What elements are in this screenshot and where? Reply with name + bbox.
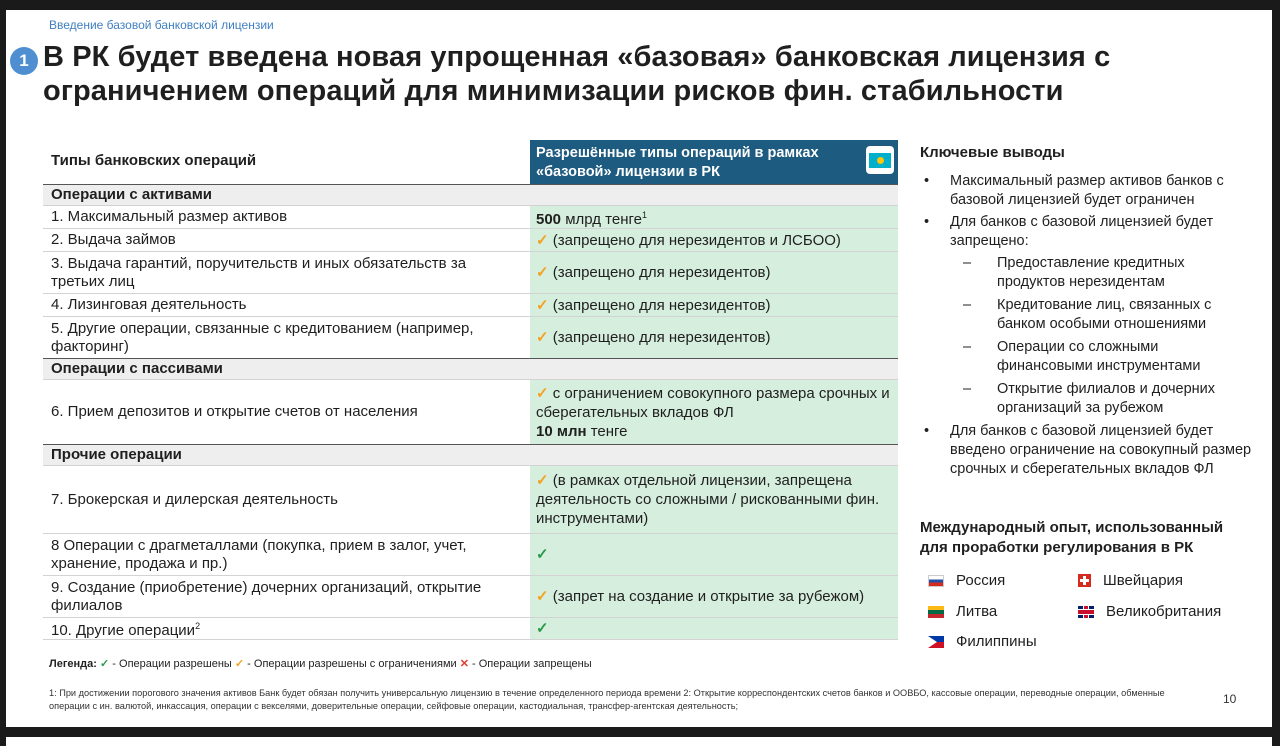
operations-table [43, 140, 898, 640]
asset-limit-unit: млрд тенге [561, 210, 642, 228]
key-finding-subbullet: – Предоставление кредитных продуктов нерезидентам [920, 254, 1255, 292]
footnote: 1: При достижении порогового значения активов Банк будет обязан получить универсальную лицензию в течение определенного периода времени 2: Открытие корреспондентских счетов банков и ООВБО, кассовые операции, переводные операции, обменные операции с ин. валютой, инкассация, операции с векселями, доверительные операции, сейфовые операции, кастодиальная, трансфер-агентская деятельность; [49, 688, 1165, 711]
operation-cell [43, 617, 530, 640]
allowed-cell [530, 618, 898, 639]
allowed-note: (запрещено для нерезидентов) [548, 264, 771, 281]
table-row [43, 205, 898, 228]
allowed-cell [530, 294, 898, 316]
section-label: Прочие операции [51, 446, 182, 463]
key-finding-bullet: • Для банков с базовой лицензией будет введено ограничение на совокупный размер срочных и сберегательных вкладов ФЛ [920, 422, 1255, 479]
allowed-note: (запрет на создание и открытие за рубежом) [548, 588, 865, 605]
check-limited-icon: ✓ [536, 588, 549, 605]
allowed-note: (запрещено для нерезидентов) [548, 329, 771, 346]
key-finding-bullet: • Для банков с базовой лицензией будет запрещено: [920, 213, 1255, 251]
allowed-note: (запрещено для нерезидентов) [548, 296, 771, 314]
country-switzerland [1078, 572, 1183, 589]
operation-cell: 3. Выдача гарантий, поручительств и иных обязательств за третьих лиц [51, 254, 467, 290]
header-allowed-label: Разрешённые типы операций в рамках «базовой» лицензии в РК [536, 145, 819, 180]
asset-limit-value: 500 [536, 210, 562, 228]
country-philippines [928, 633, 1037, 650]
country-lithuania [928, 603, 997, 620]
table-row [43, 316, 898, 358]
check-limited-icon: ✓ [536, 264, 549, 281]
table-row [43, 251, 898, 293]
key-finding-subbullet: – Кредитование лиц, связанных с банком особыми отношениями [920, 296, 1255, 334]
next-slide-edge [6, 737, 1272, 746]
allowed-note: с ограничением совокупного размера срочных и сберегательных вкладов ФЛ [536, 384, 890, 421]
check-icon: ✓ [536, 620, 549, 637]
table-row [43, 228, 898, 251]
country-label: Филиппины [956, 633, 1037, 650]
footnote-ref: 2 [195, 621, 201, 631]
allowed-cell [530, 206, 898, 228]
page-title: В РК будет введена новая упрощенная «базовая» банковская лицензия с ограничением операций для минимизации рисков фин. стабильности [43, 41, 1111, 107]
table-header [43, 140, 898, 184]
international-experience-title: Международный опыт, использованный для проработки регулирования в РК [920, 519, 1224, 556]
operation-cell: 4. Лизинговая деятельность [51, 296, 247, 313]
allowed-cell [530, 252, 898, 293]
check-icon: ✓ [100, 658, 110, 670]
allowed-cell [530, 317, 898, 358]
slide [6, 10, 1272, 727]
legend-label: Легенда: [49, 658, 97, 670]
table-row [43, 617, 898, 640]
table-row [43, 379, 898, 444]
section-label: Операции с активами [51, 186, 213, 203]
table-row [43, 293, 898, 316]
table-row [43, 575, 898, 617]
section-row-other [43, 444, 898, 465]
header-operation-types: Типы банковских операций [51, 152, 257, 169]
check-limited-icon: ✓ [536, 384, 549, 402]
allowed-note: (в рамках отдельной лицензии, запрещена деятельность со сложными / рискованными фин. инструментами) [536, 472, 880, 527]
deposit-limit-unit: тенге [586, 422, 628, 440]
country-label: Литва [956, 603, 998, 620]
lithuania-flag-icon [928, 606, 944, 618]
operation-cell: 7. Брокерская и дилерская деятельность [51, 490, 338, 508]
allowed-note: (запрещено для нерезидентов и ЛСБОО) [548, 231, 841, 249]
check-icon: ✓ [536, 546, 549, 563]
header-allowed-operations [530, 140, 898, 184]
country-label: Россия [956, 572, 1006, 589]
deposit-limit-value: 10 млн [536, 422, 587, 440]
operation-cell: 8 Операции с драгметаллами (покупка, прием в залог, учет, хранение, продажа и пр.) [51, 536, 467, 572]
operation-cell: 2. Выдача займов [51, 231, 176, 248]
legend-ok-text: - Операции разрешены [109, 658, 235, 670]
country-label: Великобритания [1106, 603, 1222, 620]
country-label: Швейцария [1103, 572, 1184, 589]
key-finding-subbullet: – Открытие филиалов и дочерних организаций за рубежом [920, 380, 1255, 418]
operation-label: 10. Другие операции [51, 622, 196, 639]
operation-cell: 6. Прием депозитов и открытие счетов от населения [51, 403, 418, 420]
kazakhstan-flag-icon [866, 146, 894, 174]
operation-cell: 1. Максимальный размер активов [51, 208, 288, 225]
country-russia [928, 572, 1005, 589]
uk-flag-icon [1078, 606, 1094, 618]
key-findings-title: Ключевые выводы [920, 144, 1065, 161]
key-findings-panel [920, 144, 1255, 482]
allowed-cell [530, 466, 898, 533]
check-limited-icon: ✓ [536, 296, 549, 314]
allowed-cell [530, 229, 898, 251]
section-label: Операции с пассивами [51, 360, 223, 377]
operation-cell: 9. Создание (приобретение) дочерних организаций, открытие филиалов [51, 578, 482, 614]
country-uk [1078, 603, 1221, 620]
cross-icon: ✕ [459, 658, 469, 670]
step-badge: 1 [10, 47, 38, 75]
operation-cell: 5. Другие операции, связанные с кредитованием (например, факторинг) [51, 319, 474, 355]
key-finding-bullet: • Максимальный размер активов банков с базовой лицензией будет ограничен [920, 172, 1255, 210]
russia-flag-icon [928, 575, 944, 587]
legend-limited-text: - Операции разрешены с ограничениями [244, 658, 460, 670]
breadcrumb: Введение базовой банковской лицензии [49, 18, 274, 32]
check-limited-icon: ✓ [536, 472, 549, 489]
check-limited-icon: ✓ [536, 231, 549, 249]
legend [49, 657, 592, 670]
section-row-liabilities [43, 358, 898, 379]
allowed-cell [530, 380, 898, 444]
table-row [43, 533, 898, 575]
check-limited-icon: ✓ [536, 329, 549, 346]
page-number: 10 [1223, 692, 1237, 706]
check-limited-icon: ✓ [234, 658, 245, 670]
switzerland-flag-icon [1078, 574, 1091, 587]
section-row-assets [43, 184, 898, 205]
key-finding-subbullet: – Операции со сложными финансовыми инструментами [920, 338, 1255, 376]
legend-forbidden-text: - Операции запрещены [468, 658, 592, 670]
allowed-cell [530, 534, 898, 575]
allowed-cell [530, 576, 898, 617]
footnote-ref: 1 [642, 209, 648, 220]
philippines-flag-icon [928, 636, 944, 648]
table-row [43, 465, 898, 533]
